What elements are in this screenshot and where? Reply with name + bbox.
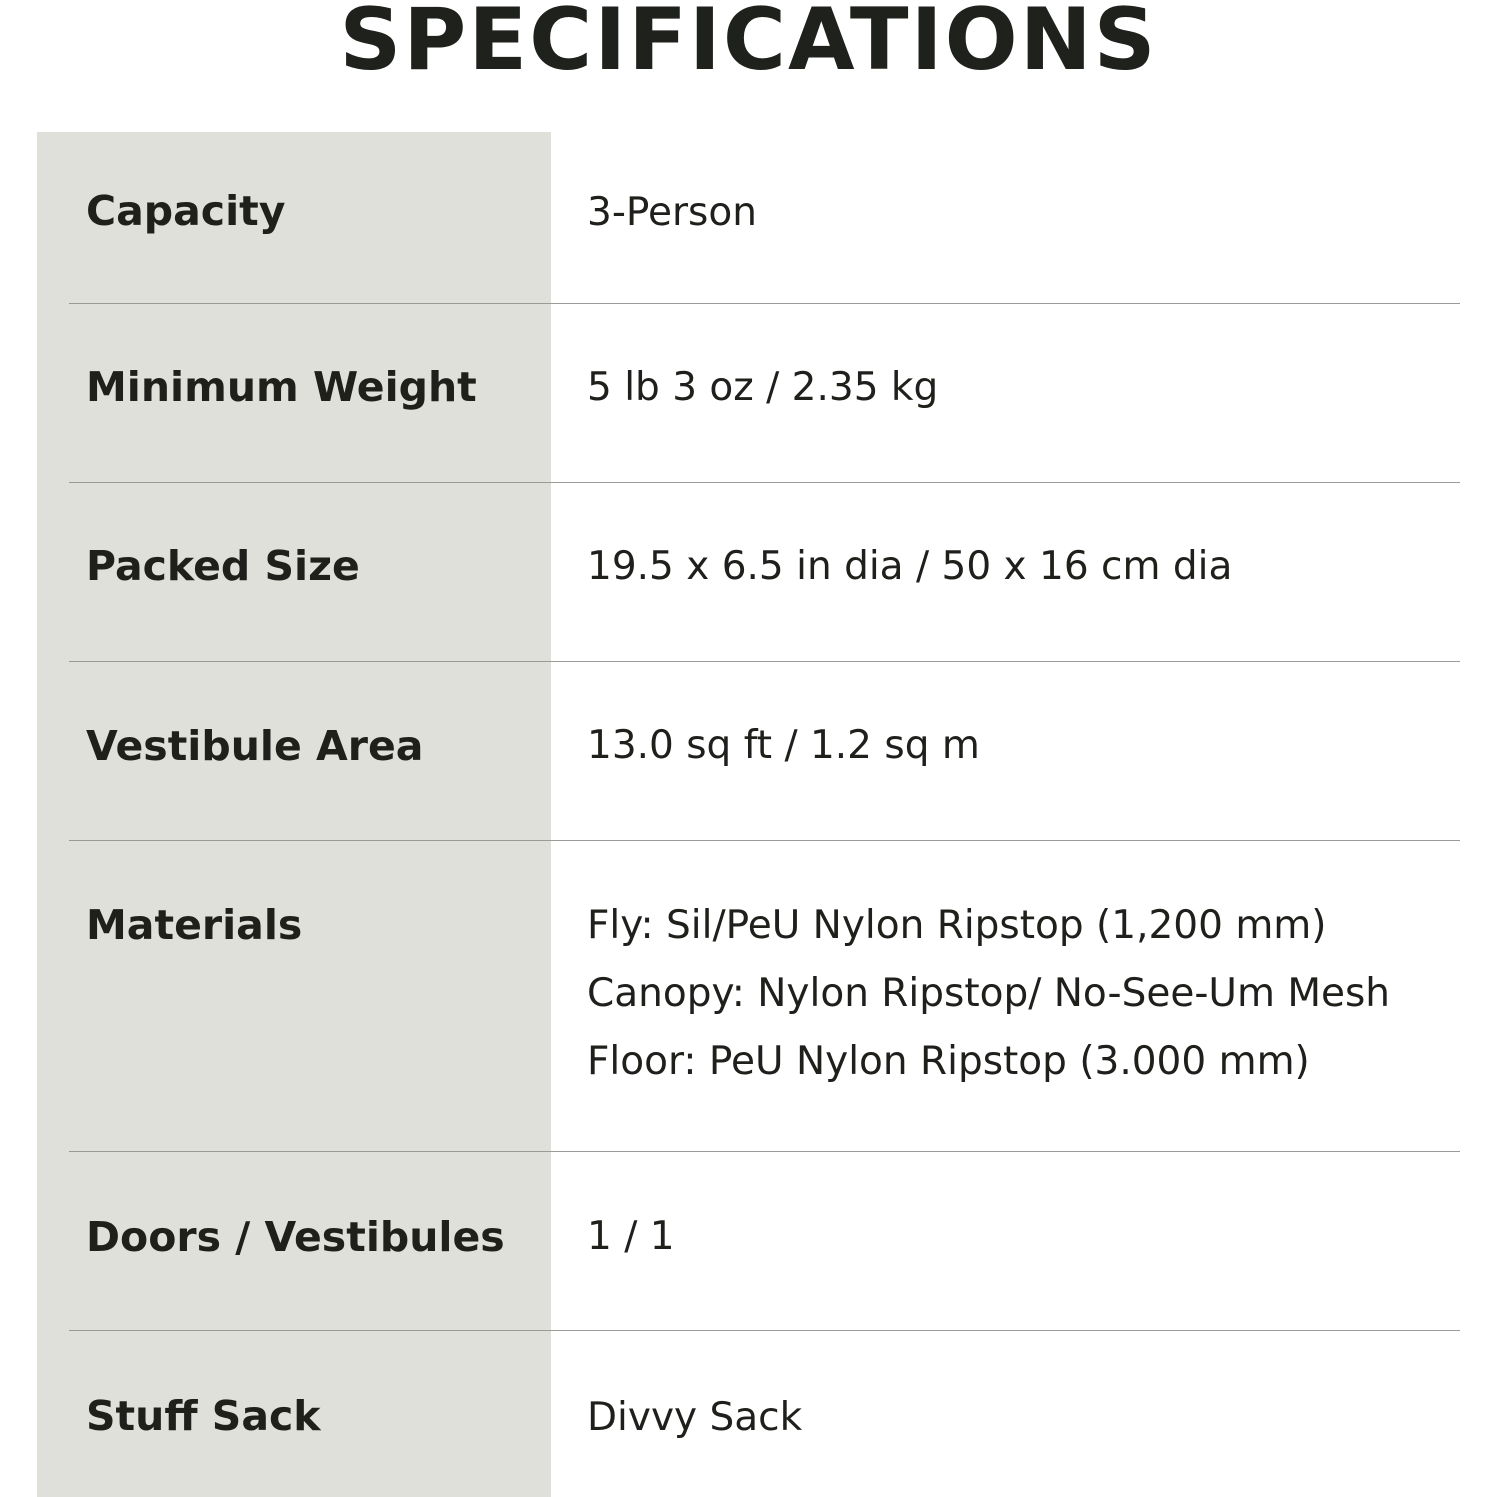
spec-value-line: Floor: PeU Nylon Ripstop (3.000 mm) — [587, 1039, 1310, 1084]
spec-table — [0, 132, 1497, 1497]
spec-row-stuff-sack — [0, 1331, 1497, 1497]
spec-value-list — [587, 892, 1390, 1096]
spec-value: 3-Person — [587, 190, 757, 235]
spec-row-packed-size — [0, 483, 1497, 662]
spec-label: Materials — [86, 901, 303, 949]
spec-value-line: Fly: Sil/PeU Nylon Ripstop (1,200 mm) — [587, 903, 1327, 948]
spec-label: Stuff Sack — [86, 1392, 321, 1440]
spec-label: Capacity — [86, 187, 286, 235]
spec-label: Minimum Weight — [86, 363, 477, 411]
spec-value: Divvy Sack — [587, 1395, 803, 1440]
spec-value: 5 lb 3 oz / 2.35 kg — [587, 365, 939, 410]
page-title: SPECIFICATIONS — [339, 0, 1158, 90]
spec-row-minimum-weight — [0, 304, 1497, 483]
spec-row-capacity — [0, 132, 1497, 304]
spec-label: Doors / Vestibules — [86, 1213, 505, 1261]
spec-label: Packed Size — [86, 542, 360, 590]
spec-value: 19.5 x 6.5 in dia / 50 x 16 cm dia — [587, 544, 1233, 589]
spec-row-doors-vestibules — [0, 1152, 1497, 1331]
spec-row-vestibule-area — [0, 662, 1497, 841]
spec-value-line: Canopy: Nylon Ripstop/ No-See-Um Mesh — [587, 971, 1391, 1016]
spec-label: Vestibule Area — [86, 722, 424, 770]
spec-value: 13.0 sq ft / 1.2 sq m — [587, 723, 980, 768]
spec-row-materials — [0, 841, 1497, 1152]
spec-value: 1 / 1 — [587, 1214, 675, 1259]
